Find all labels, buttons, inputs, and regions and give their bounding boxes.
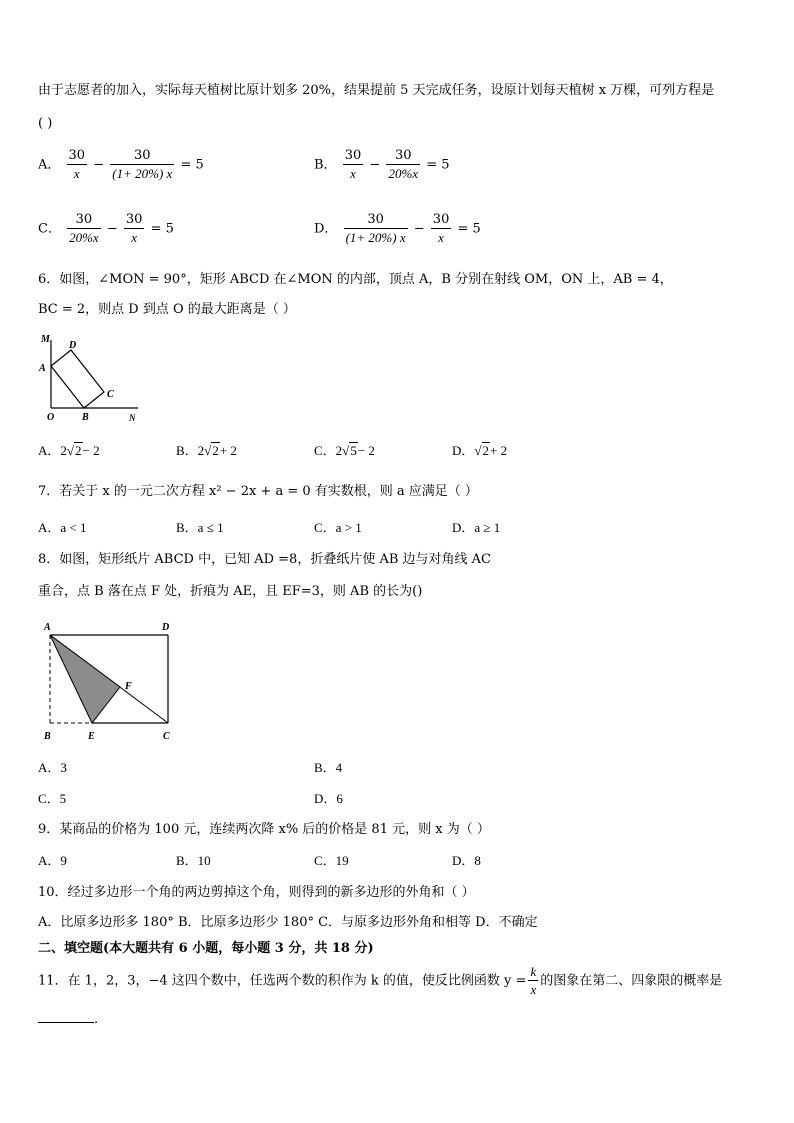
q8-figure xyxy=(36,615,186,745)
q7-option-c[interactable]: C．a > 1 xyxy=(314,520,362,535)
q6-line2: BC = 2，则点 D 到点 O 的最大距离是（ ） xyxy=(38,302,296,317)
rectangle-abcd xyxy=(51,350,104,408)
q9-option-b[interactable]: B．10 xyxy=(176,853,211,868)
fraction: $\frac{30}{(1+ 20\%) x}$ xyxy=(345,212,406,245)
q10-options[interactable]: A．比原多边形多 180° B．比原多边形少 180° C．与原多边形外角和相等 D．不确定 xyxy=(38,915,538,930)
fraction: $\frac{30}{x}$ xyxy=(125,212,143,245)
q6-figure xyxy=(36,330,146,425)
fraction: $\frac{30}{x}$ xyxy=(344,148,362,181)
option-label: A． xyxy=(38,157,61,173)
q9-option-d[interactable]: D．8 xyxy=(452,853,481,868)
label-f: F xyxy=(125,681,132,692)
q8-option-d[interactable]: D．6 xyxy=(314,791,343,806)
q6-option-c[interactable]: C．2√5− 2 xyxy=(314,443,375,458)
label-e: E xyxy=(88,731,95,742)
q7-option-a[interactable]: A．a < 1 xyxy=(38,520,87,535)
q7-text: 7．若关于 x 的一元二次方程 x² − 2x + a = 0 有实数根，则 a 应满足（ ） xyxy=(38,484,478,499)
q8-option-a[interactable]: A．3 xyxy=(38,760,67,775)
q5-paren: ( ) xyxy=(38,116,53,131)
q7-option-b[interactable]: B．a ≤ 1 xyxy=(176,520,224,535)
option-label: D． xyxy=(314,221,338,237)
q9-option-a[interactable]: A．9 xyxy=(38,853,67,868)
q8-option-c[interactable]: C．5 xyxy=(38,791,67,806)
option-label: B． xyxy=(314,157,337,173)
label-a: A xyxy=(44,622,51,633)
q5-option-b[interactable]: B． $\frac{30}{x}$ − $\frac{30}{20\%x}$ = 5 xyxy=(314,148,450,181)
label-a: A xyxy=(39,363,46,374)
q10-text: 10．经过多边形一个角的两边剪掉这个角，则得到的新多边形的外角和（ ） xyxy=(38,885,475,900)
label-n: N xyxy=(129,413,136,423)
q8-line2: 重合，点 B 落在点 F 处，折痕为 AE，且 EF=3，则 AB 的长为() xyxy=(38,584,423,599)
fraction: $\frac{30}{(1+ 20\%) x}$ xyxy=(112,148,173,181)
option-label: C． xyxy=(38,221,61,237)
section2-title: 二、填空题(本大题共有 6 小题，每小题 3 分，共 18 分) xyxy=(38,941,374,956)
folded-triangle-aef xyxy=(50,635,120,723)
label-d: D xyxy=(162,622,170,633)
q5-option-a[interactable]: A． $\frac{30}{x}$ − $\frac{30}{(1+ 20\%) x}$ = 5 xyxy=(38,148,204,181)
q9-text: 9．某商品的价格为 100 元，连续两次降 x% 后的价格是 81 元，则 x 为（ ） xyxy=(38,822,490,837)
label-c: C xyxy=(107,389,114,400)
q8-line1: 8．如图，矩形纸片 ABCD 中，已知 AD =8，折叠纸片使 AB 边与对角线 AC xyxy=(38,552,492,567)
q11-answer-blank[interactable]: . xyxy=(38,1010,98,1029)
fraction: $\frac{30}{x}$ xyxy=(432,212,450,245)
fraction: $\frac{30}{20\%x}$ xyxy=(69,212,99,245)
label-m: M xyxy=(41,334,50,345)
q9-option-c[interactable]: C．19 xyxy=(314,853,349,868)
fraction: $\frac{30}{x}$ xyxy=(68,148,86,181)
q5-text: 由于志愿者的加入，实际每天植树比原计划多 20%，结果提前 5 天完成任务，设原计划每天植树 x 万棵，可列方程是 xyxy=(38,83,715,98)
label-d: D xyxy=(69,340,77,351)
q6-option-a[interactable]: A．2√2− 2 xyxy=(38,443,100,458)
fraction: $\frac{30}{20\%x}$ xyxy=(388,148,419,181)
label-b: B xyxy=(82,412,89,423)
q6-line1: 6．如图，∠MON = 90°，矩形 ABCD 在∠MON 的内部，顶点 A，B 分别在射线 OM，ON 上，AB = 4， xyxy=(38,272,673,287)
q7-option-d[interactable]: D．a ≥ 1 xyxy=(452,520,501,535)
q5-option-c[interactable]: C． $\frac{30}{20\%x}$ − $\frac{30}{x}$ = 5 xyxy=(38,212,174,245)
label-b: B xyxy=(44,731,51,742)
label-o: O xyxy=(47,412,55,423)
q6-option-d[interactable]: D．√2+ 2 xyxy=(452,443,508,458)
label-c: C xyxy=(163,731,170,742)
q5-option-d[interactable]: D． $\frac{30}{(1+ 20\%) x}$ − $\frac{30}{x}$ = 5 xyxy=(314,212,481,245)
fraction: $\frac{k}{x}$ xyxy=(530,964,537,997)
q11-line: 11．在 1，2，3，−4 这四个数中，任选两个数的积作为 k 的值，使反比例函数 y = $\frac{k}{x}$ 的图象在第二、四象限的概率是 xyxy=(38,964,723,997)
q6-option-b[interactable]: B．2√2+ 2 xyxy=(176,443,237,458)
q8-option-b[interactable]: B．4 xyxy=(314,760,343,775)
